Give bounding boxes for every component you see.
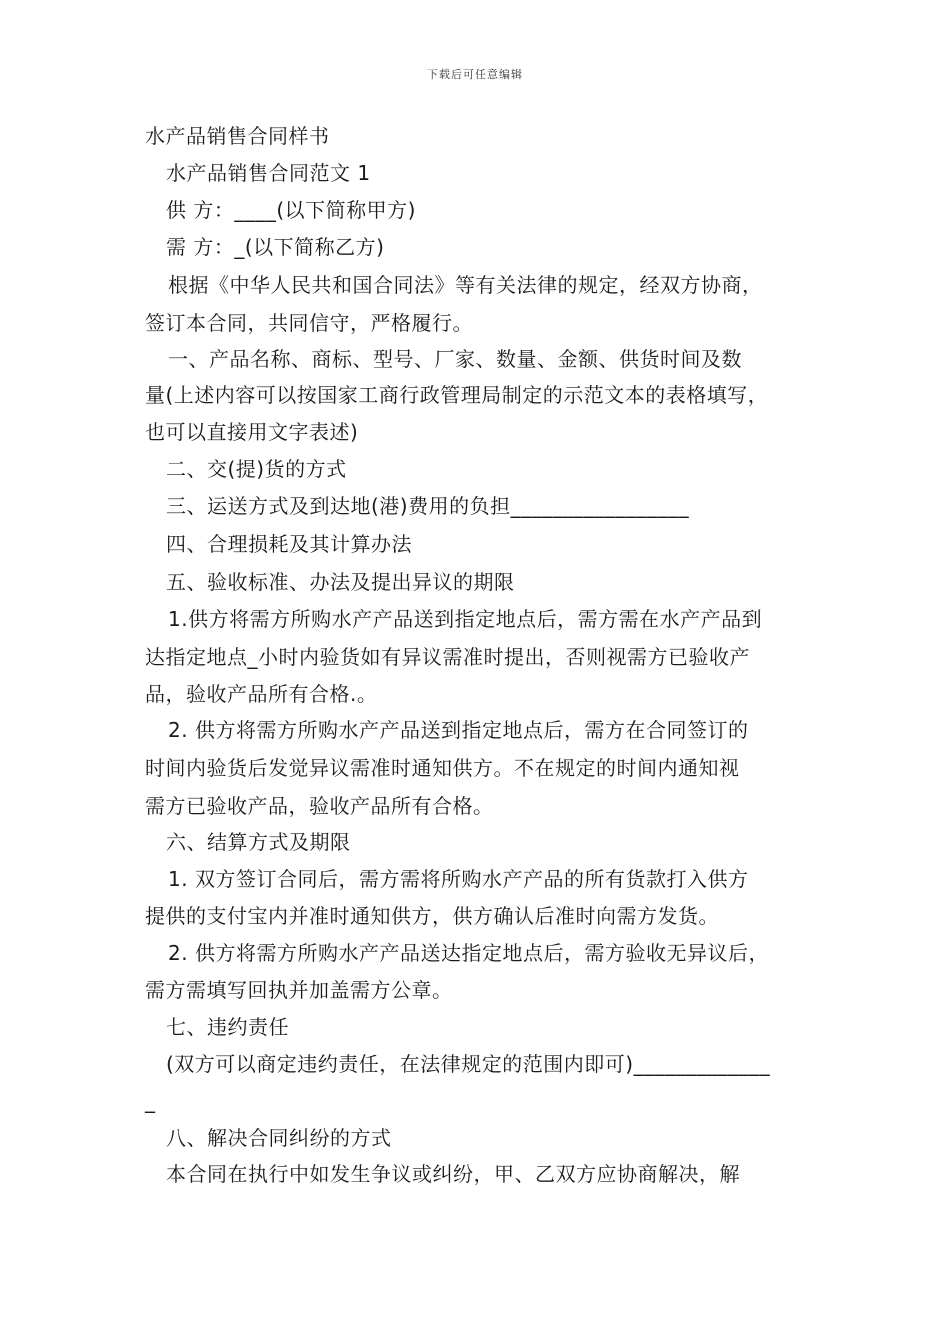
clause-3-heading: 三、运送方式及到达地(港)费用的负担_________________ bbox=[166, 494, 690, 518]
clause-5-1-line: 1.供方将需方所购水产产品送到指定地点后，需方需在水产产品到 bbox=[168, 607, 763, 631]
clause-7-text-line: (双方可以商定违约责任，在法律规定的范围内即可)_____________ bbox=[166, 1052, 771, 1076]
page-header-note: 下载后可任意编辑 bbox=[427, 68, 523, 81]
clause-8-text-line: 本合同在执行中如发生争议或纠纷，甲、乙双方应协商解决，解 bbox=[166, 1162, 740, 1186]
clause-4-heading: 四、合理损耗及其计算办法 bbox=[166, 532, 412, 556]
preamble-line: 根据《中华人民共和国合同法》等有关法律的规定，经双方协商， bbox=[168, 273, 763, 297]
preamble-line: 签订本合同，共同信守，严格履行。 bbox=[145, 311, 473, 335]
clause-6-1-line: 提供的支付宝内并准时通知供方，供方确认后准时向需方发货。 bbox=[145, 904, 719, 928]
clause-5-2-line: 时间内验货后发觉异议需准时通知供方。不在规定的时间内通知视 bbox=[145, 756, 740, 780]
clause-1-line: 也可以直接用文字表述) bbox=[145, 420, 359, 444]
clause-6-1-line: 1. 双方签订合同后，需方需将所购水产产品的所有货款打入供方 bbox=[168, 867, 749, 891]
clause-2-heading: 二、交(提)货的方式 bbox=[166, 457, 347, 481]
buyer-line: 需 方：_(以下简称乙方) bbox=[166, 235, 385, 259]
clause-6-2-line: 2. 供方将需方所购水产产品送达指定地点后，需方验收无异议后， bbox=[168, 941, 769, 965]
clause-8-heading: 八、解决合同纠纷的方式 bbox=[166, 1126, 392, 1150]
document-subtitle: 水产品销售合同范文 1 bbox=[166, 161, 371, 185]
clause-5-heading: 五、验收标准、办法及提出异议的期限 bbox=[166, 570, 515, 594]
clause-5-2-line: 需方已验收产品，验收产品所有合格。 bbox=[145, 794, 494, 818]
clause-1-line: 量(上述内容可以按国家工商行政管理局制定的示范文本的表格填写， bbox=[145, 383, 769, 407]
clause-5-2-line: 2. 供方将需方所购水产产品送到指定地点后，需方在合同签订的 bbox=[168, 718, 749, 742]
document-title: 水产品销售合同样书 bbox=[145, 124, 330, 148]
clause-7-heading: 七、违约责任 bbox=[166, 1015, 289, 1039]
clause-6-2-line: 需方需填写回执并加盖需方公章。 bbox=[145, 978, 453, 1002]
clause-5-1-line: 品，验收产品所有合格.。 bbox=[145, 682, 378, 706]
clause-7-text-line: _ bbox=[145, 1089, 156, 1113]
clause-6-heading: 六、结算方式及期限 bbox=[166, 830, 351, 854]
supplier-line: 供 方：____(以下简称甲方) bbox=[166, 198, 416, 222]
clause-1-line: 一、产品名称、商标、型号、厂家、数量、金额、供货时间及数 bbox=[168, 347, 742, 371]
clause-5-1-line: 达指定地点_小时内验货如有异议需准时提出，否则视需方已验收产 bbox=[145, 645, 750, 669]
